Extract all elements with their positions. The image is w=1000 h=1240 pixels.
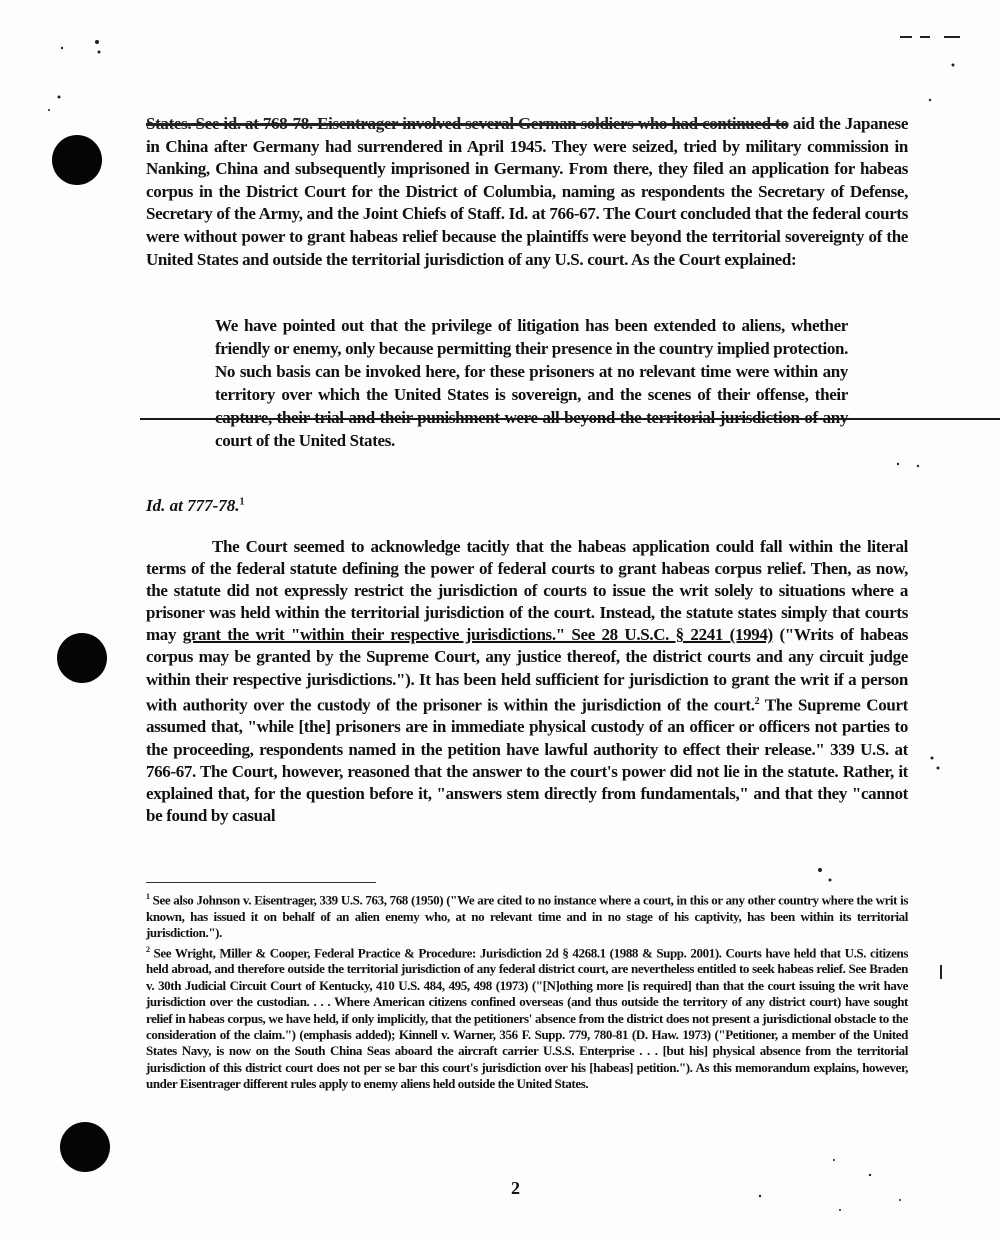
- block-quote: We have pointed out that the privilege of litigation has been extended to aliens, whether friendly or enemy, only because permitting their presence in the country implied protection. No such basis can be invoked here, for these prisoners at no relevant time were within any territory over which the United States is sovereign, and the scenes of their offense, their court of the United States.: [215, 316, 848, 450]
- citation-text: Id. at 777-78.: [146, 496, 240, 515]
- quote-citation: [146, 496, 245, 516]
- footnote-marker: 1: [146, 892, 150, 901]
- punch-hole: [60, 1122, 110, 1172]
- punch-hole: [52, 135, 102, 185]
- page-number: 2: [511, 1178, 520, 1198]
- paragraph-1-text: aid the Japanese in China after Germany had surrendered in April 1945. They were seized, tried by military commission in Nanking, China and subsequently imprisoned in Germany. From there, they filed an application for habeas corpus in the District Court for the District of Columbia, naming as respondents the Secretary of Defense, Secretary of the Army, and the Joint Chiefs of Staff. Id. at 766-67. The Court concluded that the federal courts were without power to grant habeas relief because the plaintiffs were beyond the territorial sovereignty of the United States and outside the territorial jurisdiction of any U.S. court. As the Court explained:: [146, 114, 909, 269]
- paragraph-2-underlined: grant the writ "within their respective jurisdictions." See 28 U.S.C. § 2241 (1994): [182, 625, 773, 645]
- paragraph-2-part-3: The Supreme Court assumed that, "while [the] prisoners are in immediate physical custody of an officer or officers not parties to the proceeding, respondents named in the petition have lawful authority to effect their release." 339 U.S. at 766-67. The Court, however, reasoned that the answer to the court's power did not lie in the statute. Rather, it explained that, for the question before it, "answers stem directly from fundamentals," and that they "cannot be found by casual: [146, 695, 908, 825]
- footnote-marker: 2: [146, 944, 150, 954]
- paragraph-2: [146, 536, 908, 827]
- paragraph-1: [146, 113, 908, 271]
- paragraph-2-part-2: ("Writs of habeas corpus may be granted by the Supreme Court, any justice thereof, the district courts and any circuit judge within their respective jurisdictions."). It has been held sufficient for jurisdiction to grant the writ if a person with authority over the custody of the prisoner is within the jurisdiction of the court.: [146, 625, 908, 715]
- footnote-text: See also Johnson v. Eisentrager, 339 U.S. 763, 768 (1950) ("We are cited to no instance where a court, in this or any other country where the writ is known, has issued it on behalf of an alien enemy who, at no relevant time and in no stage of his captivity, has been within its territorial jurisdiction.").: [146, 892, 908, 941]
- footnote-separator: [146, 882, 376, 883]
- punch-hole: [57, 633, 107, 683]
- garbled-header-line: States. See id. at 768-78. Eisentrager involved several German soldiers who had continued to: [146, 114, 789, 133]
- footnotes: [146, 889, 908, 1093]
- paragraph-2-part-1: The Court seemed to acknowledge tacitly that the habeas application could fall within the literal terms of the federal statute defining the power of federal courts to grant habeas corpus relief. Then, as now, the statute did not expressly restrict the jurisdiction of courts to issue the writ solely to situations where a prisoner was held within the territorial jurisdiction of the court. Instead, the statute states simply that courts may: [146, 537, 908, 645]
- footnote-text: See Wright, Miller & Cooper, Federal Practice & Procedure: Jurisdiction 2d § 4268.1 (1988 & Supp. 2001). Courts have held that U.S. citizens held abroad, and therefore outside the territorial jurisdiction of any federal district court, are nevertheless entitled to seek habeas relief. See Braden v. 30th Judicial Circuit Court of Kentucky, 410 U.S. 484, 495, 498 (1973) ("[N]othing more [is required] than that the court issuing the writ have jurisdiction over the custodian. . . . Where American citizens confined overseas (and thus outside the territory of any district court) have sought relief in habeas corpus, we have held, if only implicitly, that the petitioners' absence from the district does not present a jurisdictional obstacle to the consideration of the claim.") (emphasis added); Kinnell v. Warner, 356 F. Supp. 779, 780-81 (D. Haw. 1973) ("Petitioner, a member of the United States Navy, is now on the South China Seas aboard the aircraft carrier U.S.S. Enterprise . . . [but his] physical absence from the territorial jurisdiction of this district court does not per se bar this court's jurisdiction over his [habeas] petition."). As this memorandum explains, however, under Eisentrager different rules apply to enemy aliens held outside the United States.: [146, 944, 908, 1092]
- scan-line: [140, 418, 1000, 420]
- footnote-ref-2: 2: [754, 695, 760, 707]
- footnote-ref-1: 1: [239, 496, 245, 508]
- footnote-1: [146, 889, 908, 942]
- footnote-2: [146, 942, 908, 1093]
